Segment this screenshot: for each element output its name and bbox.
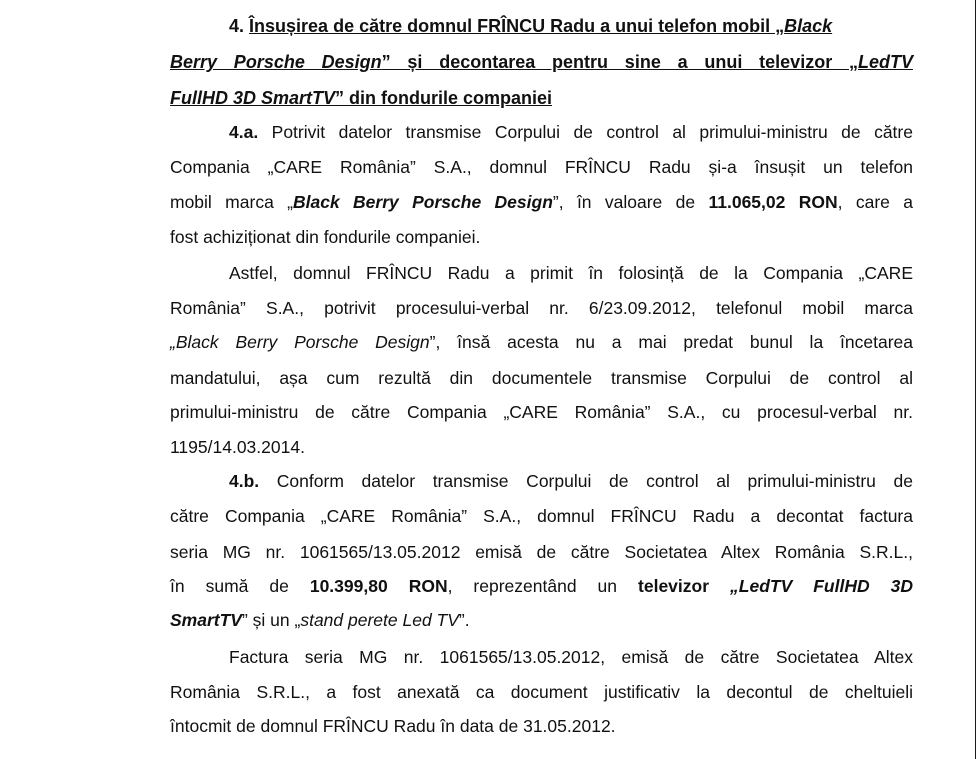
para-4a-line-3 (170, 190, 913, 214)
para-4b-label: 4.b. (229, 471, 260, 491)
para-4b-text-4a: în sumă de (170, 576, 310, 596)
section-number: 4. (229, 16, 245, 36)
para-4a-text-3c: , care a (837, 192, 913, 212)
section-heading-line-3 (170, 86, 913, 110)
section-title-part2: ” și decontarea pentru sine a unui televizor „ (381, 52, 858, 72)
para-factura-line-3: întocmit de domnul FRÎNCU Radu în data de 31.05.2012. (170, 716, 616, 736)
section-title-part1: Însușirea de către domnul FRÎNCU Radu a unui telefon mobil „ (249, 16, 785, 36)
section-title-tv-a: LedTV (857, 52, 913, 72)
para-4a-line-1 (229, 120, 913, 144)
para-4b-line-3: seria MG nr. 1061565/13.05.2012 emisă de către Societatea Altex România S.R.L., (170, 542, 913, 562)
section-title-phone-b: Berry Porsche Design (170, 52, 382, 72)
para-astfel-text-3: ”, însă acesta nu a mai predat bunul la încetarea (429, 332, 913, 352)
para-4b-tv-name-end: SmartTV (170, 610, 242, 630)
para-4b-stand-name: stand perete Led TV (300, 610, 459, 630)
section-title-tv-b: FullHD 3D SmartTV (170, 88, 336, 108)
para-4a-text-3b: ”, în valoare de (552, 192, 709, 212)
para-4b-text-5b: ”. (458, 610, 470, 630)
para-astfel-line-3 (170, 330, 913, 354)
section-heading-line-1 (229, 14, 913, 38)
para-4b-text-5a: ” și un „ (241, 610, 301, 630)
para-4a-value: 11.065,02 RON (708, 192, 838, 212)
para-factura-line-1: Factura seria MG nr. 1061565/13.05.2012, emisă de către Societatea Altex (229, 647, 913, 667)
para-4b-line-2: către Compania „CARE România” S.A., domnul FRÎNCU Radu a decontat factura (170, 506, 913, 526)
section-title-phone-a: Black (784, 16, 833, 36)
para-astfel-phone-name: „Black Berry Porsche Design (170, 332, 430, 352)
para-astfel-line-1: Astfel, domnul FRÎNCU Radu a primit în folosință de la Compania „CARE (229, 263, 913, 283)
para-4b-tv-label: televizor (638, 576, 710, 596)
para-4b-text-4b: , reprezentând un (447, 576, 639, 596)
para-4a-line-4: fost achiziționat din fondurile companiei. (170, 227, 481, 247)
section-title-part3: ” din fondurile companiei (335, 88, 553, 108)
para-4a-phone-name: Black Berry Porsche Design (292, 192, 553, 212)
para-4b-line-1 (229, 469, 913, 493)
page-border-line (975, 0, 976, 759)
para-astfel-line-2: România” S.A., potrivit procesului-verbal nr. 6/23.09.2012, telefonul mobil marca (170, 298, 913, 318)
para-astfel-line-5: primului-ministru de către Compania „CARE România” S.A., cu procesul-verbal nr. (170, 402, 913, 422)
para-4a-text-3a: mobil marca „ (170, 192, 293, 212)
para-4b-line-5 (170, 608, 913, 632)
para-astfel-line-4: mandatului, așa cum rezultă din documentele transmise Corpului de control al (170, 368, 913, 388)
para-4b-text-1: Conform datelor transmise Corpului de control al primului-ministru de (276, 471, 913, 491)
para-4a-text-1: Potrivit datelor transmise Corpului de control al primului-ministru de către (271, 122, 913, 142)
para-4b-tv-name: „LedTV FullHD 3D (730, 576, 913, 596)
para-astfel-line-6: 1195/14.03.2014. (170, 437, 305, 457)
section-heading-line-2 (170, 50, 913, 74)
para-factura-line-2: România S.R.L., a fost anexată ca document justificativ la decontul de cheltuieli (170, 682, 913, 702)
para-4a-label: 4.a. (229, 122, 259, 142)
para-4a-line-2: Compania „CARE România” S.A., domnul FRÎNCU Radu și-a însușit un telefon (170, 157, 913, 177)
para-4b-line-4 (170, 574, 913, 598)
para-4b-value: 10.399,80 RON (309, 576, 448, 596)
